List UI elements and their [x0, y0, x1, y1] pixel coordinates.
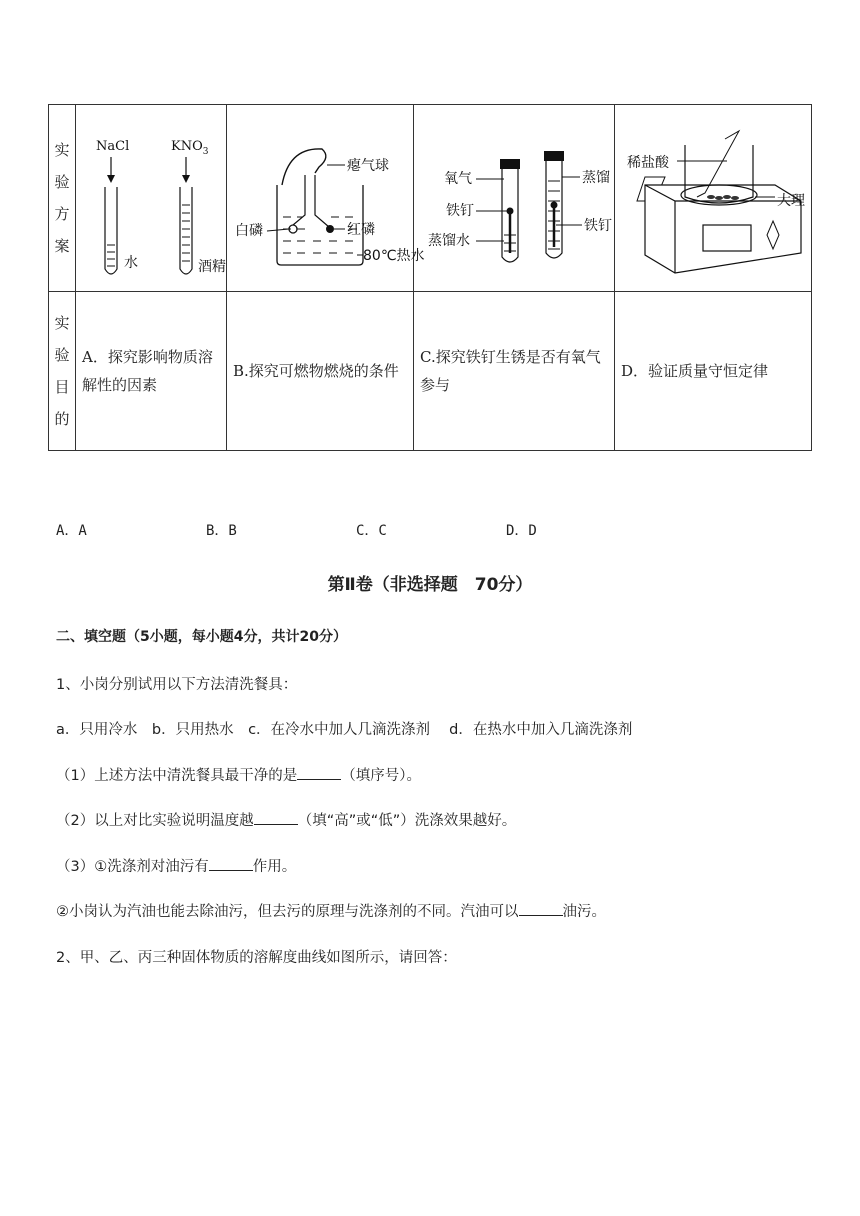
scheme-row [49, 105, 812, 292]
figure-b-cell [227, 105, 425, 292]
q1-stem: 1、小岗分别试用以下方法清洗餐具： [56, 677, 298, 693]
answer-blank-3[interactable] [209, 858, 253, 871]
purpose-c: C.探究铁钉生锈是否有氧气参与 [414, 292, 615, 451]
solubility-figure [76, 105, 226, 291]
purpose-row-header: 实 验 目 的 [49, 292, 76, 451]
figure-d-cell [615, 105, 812, 292]
rust-figure [414, 105, 614, 291]
balloon-label: 瘪气球 [347, 158, 389, 174]
choice-b[interactable]: B．B [206, 523, 237, 539]
section-title: 第Ⅱ卷（非选择题 70分） [327, 575, 533, 595]
q1-part2: （2）以上对比实验说明温度越 （填“高”或“低”）洗涤效果越好。 [56, 813, 517, 829]
q1-part3: （3）①洗涤剂对油污有 作用。 [56, 859, 297, 875]
nail-1-label: 铁钉 [446, 203, 474, 219]
liquid-lines-c [504, 181, 560, 251]
figure-a-cell [76, 105, 227, 292]
arrow-a1-head [107, 175, 115, 183]
nacl-label: NaCl [96, 139, 130, 154]
figure-c-cell [414, 105, 615, 292]
purpose-row [49, 292, 812, 451]
kno3-label: $KNO_3$ [171, 139, 209, 157]
y-tube [293, 175, 329, 227]
q1-options: a．只用冷水 b．只用热水 c．在冷水中加人几滴洗涤剂 d．在热水中加入几滴洗涤剂 [56, 722, 633, 738]
purpose-a: A．探究影响物质溶解性的因素 [76, 292, 227, 451]
choice-c[interactable]: C．C [356, 523, 387, 539]
combustion-figure [227, 105, 425, 291]
hot-water-label: 80℃热水 [363, 248, 425, 264]
scheme-row-header: 实 验 方 案 [49, 105, 76, 292]
stopper-1 [500, 159, 520, 169]
answer-blank-4[interactable] [519, 903, 563, 916]
answer-blank-2[interactable] [254, 812, 298, 825]
stopper-2 [544, 151, 564, 161]
white-p-leader [267, 229, 289, 231]
marble-label: 大理 [777, 193, 805, 209]
choice-d[interactable]: D．D [506, 523, 537, 539]
q1-part4: ②小岗认为汽油也能去除油污，但去污的原理与洗涤剂的不同。汽油可以 油污。 [56, 904, 606, 920]
mass-conservation-figure [615, 105, 811, 291]
q1-part1: （1）上述方法中清洗餐具最干净的是 （填序号）。 [56, 768, 421, 784]
answer-blank-1[interactable] [297, 767, 341, 780]
red-phosphorus-label: 红磷 [347, 222, 375, 238]
beaker-water-lines [283, 217, 357, 253]
test-tube-nacl [105, 187, 117, 274]
fill-in-heading: 二、填空题（5小题，每小题4分，共计20分） [56, 629, 347, 645]
experiment-table [48, 104, 812, 451]
acid-label: 稀盐酸 [627, 155, 669, 171]
nail-2-label: 铁钉 [584, 218, 612, 234]
purpose-d: D．验证质量守恒定律 [615, 292, 812, 451]
choice-a[interactable]: A．A [56, 523, 87, 539]
q2-stem: 2、甲、乙、丙三种固体物质的溶解度曲线如图所示，请回答： [56, 950, 457, 966]
white-phosphorus-label: 白磷 [235, 223, 263, 239]
distilled-water-label: 蒸馏水 [428, 233, 470, 249]
purpose-b: B.探究可燃物燃烧的条件 [227, 292, 414, 451]
balloon [282, 149, 326, 185]
red-phosphorus [326, 225, 334, 233]
alcohol-label: 酒精 [198, 259, 226, 275]
distilled-water-label-2: 蒸馏 [582, 170, 610, 186]
liquid-lines-a [107, 205, 190, 266]
water-label: 水 [124, 255, 138, 271]
arrow-a2-head [182, 175, 190, 183]
oxygen-label: 氧气 [444, 171, 472, 187]
